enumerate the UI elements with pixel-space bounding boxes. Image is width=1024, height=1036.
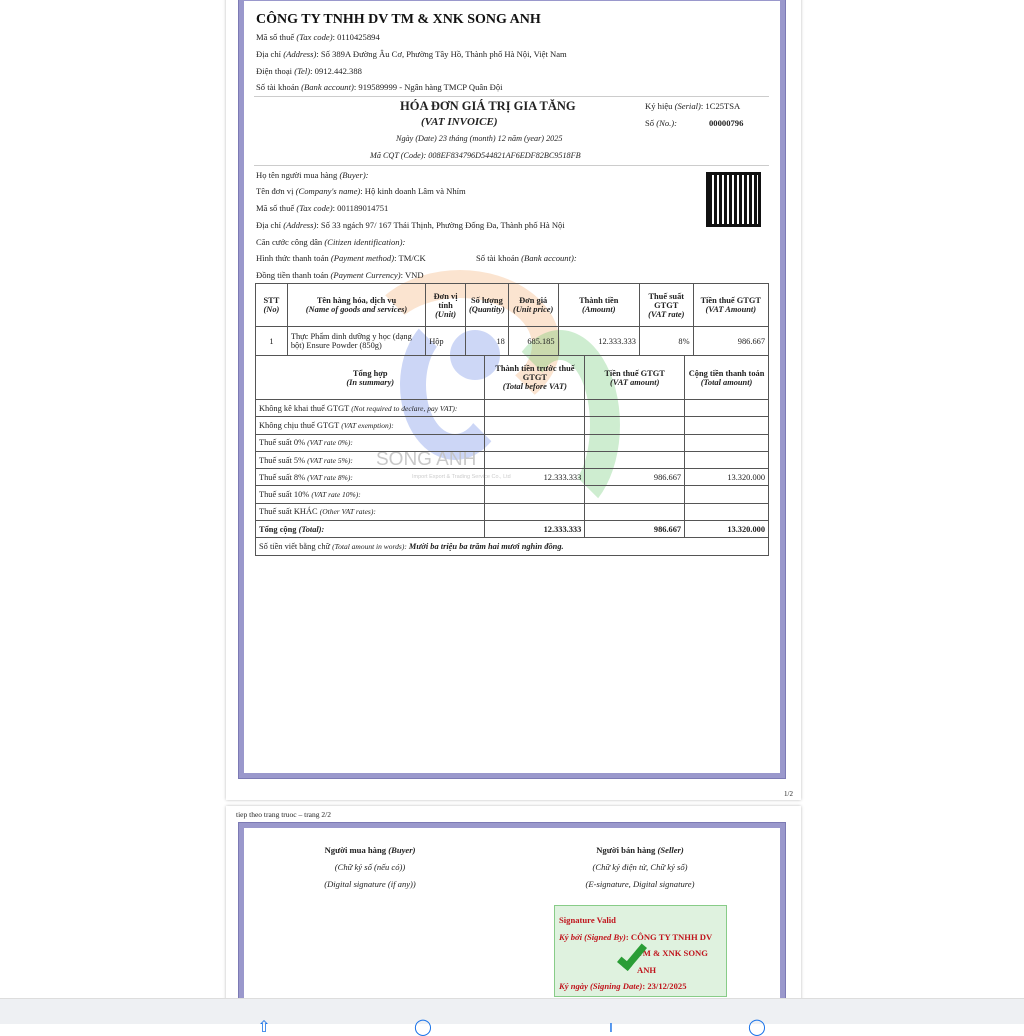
item-name: Thực Phẩm dinh dưỡng y học (dạng bột) Ensure Powder (850g) (287, 327, 425, 356)
summary-total (685, 400, 769, 417)
signing-date: Ký ngày (Signing Date): 23/12/2025 (559, 981, 687, 991)
summary-before-vat (485, 503, 585, 520)
signature-status: Signature Valid (559, 915, 616, 925)
summary-row (256, 503, 769, 520)
buyer-signature-note-en: (Digital signature (if any)) (324, 879, 416, 889)
summary-label: Thuế suất 5% (VAT rate 5%): (256, 451, 485, 468)
summary-row (256, 434, 769, 451)
divider (254, 165, 769, 166)
total-before-vat: 12.333.333 (485, 521, 585, 538)
summary-vat (585, 417, 685, 434)
items-col-header: STT (No) (256, 284, 288, 327)
items-col-header: Thuế suất GTGT (VAT rate) (639, 284, 693, 327)
amount-in-words: Số tiền viết bằng chữ (Total amount in words): Mười ba triệu ba trăm hai mươi nghìn đồng. (256, 538, 769, 555)
seller-address: Địa chỉ (Address): Số 389A Đường Âu Cơ, Phường Tây Hồ, Thành phố Hà Nội, Việt Nam (256, 49, 567, 59)
help-icon[interactable]: ◯ (748, 1017, 766, 1036)
continued-note: tiep theo trang truoc – trang 2/2 (236, 810, 331, 819)
buyer-bank: Số tài khoản (Bank account): (476, 253, 577, 263)
viewer-toolbar (0, 998, 1024, 1036)
invoice-date: Ngày (Date) 23 tháng (month) 12 năm (year) 2025 (396, 134, 563, 143)
summary-label: Thuế suất 0% (VAT rate 0%): (256, 434, 485, 451)
buyer-company: Tên đơn vị (Company's name): Hộ kinh doanh Lâm và Nhím (256, 186, 466, 196)
signed-by-cont: TM & XNK SONG (637, 948, 708, 958)
item-no: 1 (256, 327, 288, 356)
summary-total (685, 486, 769, 503)
summary-label: Thuế suất 8% (VAT rate 8%): (256, 469, 485, 486)
summary-total: 13.320.000 (685, 469, 769, 486)
items-header-row (256, 284, 769, 327)
seller-name: CÔNG TY TNHH DV TM & XNK SONG ANH (256, 12, 541, 27)
total-label: Tổng cộng (Total): (256, 521, 485, 538)
buyer-name: Họ tên người mua hàng (Buyer): (256, 170, 369, 180)
seller-signature-title: Người bán hàng (Seller) (596, 845, 684, 855)
info-icon[interactable]: ı (608, 1017, 614, 1036)
summary-total (685, 434, 769, 451)
summary-vat (585, 434, 685, 451)
watermark-subtext: Import Export & Trading Service Co., Ltd (412, 474, 511, 480)
watermark-text: SONG ANH (376, 449, 477, 470)
seller-signature-note-en: (E-signature, Digital signature) (585, 879, 695, 889)
items-col-header: Thành tiền (Amount) (558, 284, 639, 327)
item-qty: 18 (465, 327, 508, 356)
buyer-signature-title: Người mua hàng (Buyer) (324, 845, 416, 855)
summary-table (255, 355, 769, 556)
table-row (256, 327, 769, 356)
summary-before-vat: 12.333.333 (485, 469, 585, 486)
divider (254, 96, 769, 97)
seller-tax: Mã số thuế (Tax code): 0110425894 (256, 32, 380, 42)
seller-tel: Điện thoại (Tel): 0912.442.388 (256, 66, 362, 76)
summary-row (256, 417, 769, 434)
summary-vat (585, 486, 685, 503)
summary-before-vat (485, 451, 585, 468)
invoice-subtitle: (VAT INVOICE) (421, 116, 498, 128)
summary-vat (585, 451, 685, 468)
summary-label: Không kê khai thuế GTGT (Not required to declare, pay VAT): (256, 400, 485, 417)
summary-before-vat (485, 417, 585, 434)
total-row (256, 521, 769, 538)
signature-box (554, 905, 727, 997)
items-table (255, 283, 769, 356)
summary-total (685, 451, 769, 468)
buyer-signature-note: (Chữ ký số (nếu có)) (334, 862, 406, 872)
summary-before-vat (485, 434, 585, 451)
summary-before-vat (485, 486, 585, 503)
summary-before-vat (485, 400, 585, 417)
summary-row (256, 451, 769, 468)
amount-in-words-row (256, 538, 769, 555)
total-vat: 986.667 (585, 521, 685, 538)
signed-by: Ký bởi (Signed By): CÔNG TY TNHH DV (559, 931, 713, 942)
invoice-number-value: 00000796 (709, 118, 744, 128)
items-col-header: Số lượng (Quantity) (465, 284, 508, 327)
page-number: 1/2 (784, 790, 793, 798)
invoice-serial: Ký hiệu (Serial): 1C25TSA (645, 101, 741, 111)
summary-col-header: Thành tiền trước thuế GTGT (Total before VAT) (485, 356, 585, 400)
summary-vat (585, 400, 685, 417)
summary-row (256, 486, 769, 503)
qr-code (706, 172, 761, 227)
summary-col-header: Tiền thuế GTGT (VAT amount) (585, 356, 685, 400)
buyer-tax: Mã số thuế (Tax code): 001189014751 (256, 203, 389, 213)
buyer-address: Địa chỉ (Address): Số 33 ngách 97/ 167 Thái Thịnh, Phường Đống Đa, Thành phố Hà Nội (256, 220, 565, 230)
share-icon[interactable]: ⇧ (257, 1017, 271, 1036)
search-icon[interactable]: ◯ (414, 1017, 432, 1036)
summary-total (685, 503, 769, 520)
item-unit: Hộp (426, 327, 466, 356)
summary-col-header: Tổng hợp (In summary) (256, 356, 485, 400)
signed-by-cont2: ANH (637, 964, 657, 975)
item-price: 685.185 (508, 327, 558, 356)
item-vat: 986.667 (693, 327, 768, 356)
invoice-title: HÓA ĐƠN GIÁ TRỊ GIA TĂNG (400, 99, 576, 113)
items-col-header: Đơn giá (Unit price) (508, 284, 558, 327)
total-amount: 13.320.000 (685, 521, 769, 538)
summary-row (256, 400, 769, 417)
summary-total (685, 417, 769, 434)
summary-header-row (256, 356, 769, 400)
summary-vat: 986.667 (585, 469, 685, 486)
seller-bank: Số tài khoản (Bank account): 919589999 - Ngân hàng TMCP Quân Đội (256, 82, 503, 92)
invoice-number: Số (No.): (645, 118, 677, 128)
payment-currency: Đồng tiền thanh toán (Payment Currency): VND (256, 270, 424, 280)
items-col-header: Tiền thuế GTGT (VAT Amount) (693, 284, 768, 327)
items-col-header: Đơn vị tính (Unit) (426, 284, 466, 327)
item-rate: 8% (639, 327, 693, 356)
summary-col-header: Cộng tiền thanh toán (Total amount) (685, 356, 769, 400)
payment-method: Hình thức thanh toán (Payment method): TM/CK (256, 253, 426, 263)
summary-label: Không chịu thuế GTGT (VAT exemption): (256, 417, 485, 434)
buyer-citizen-id: Căn cước công dân (Citizen identification): (256, 237, 406, 247)
item-amount: 12.333.333 (558, 327, 639, 356)
invoice-cqt-code: Mã CQT (Code): 008EF834796D544821AF6EDF82BC9518FB (370, 151, 581, 160)
items-col-header: Tên hàng hóa, dịch vụ (Name of goods and services) (287, 284, 425, 327)
summary-row (256, 469, 769, 486)
seller-signature-note: (Chữ ký điện tử, Chữ ký số) (592, 862, 688, 872)
summary-label: Thuế suất 10% (VAT rate 10%): (256, 486, 485, 503)
summary-vat (585, 503, 685, 520)
summary-label: Thuế suất KHÁC (Other VAT rates): (256, 503, 485, 520)
